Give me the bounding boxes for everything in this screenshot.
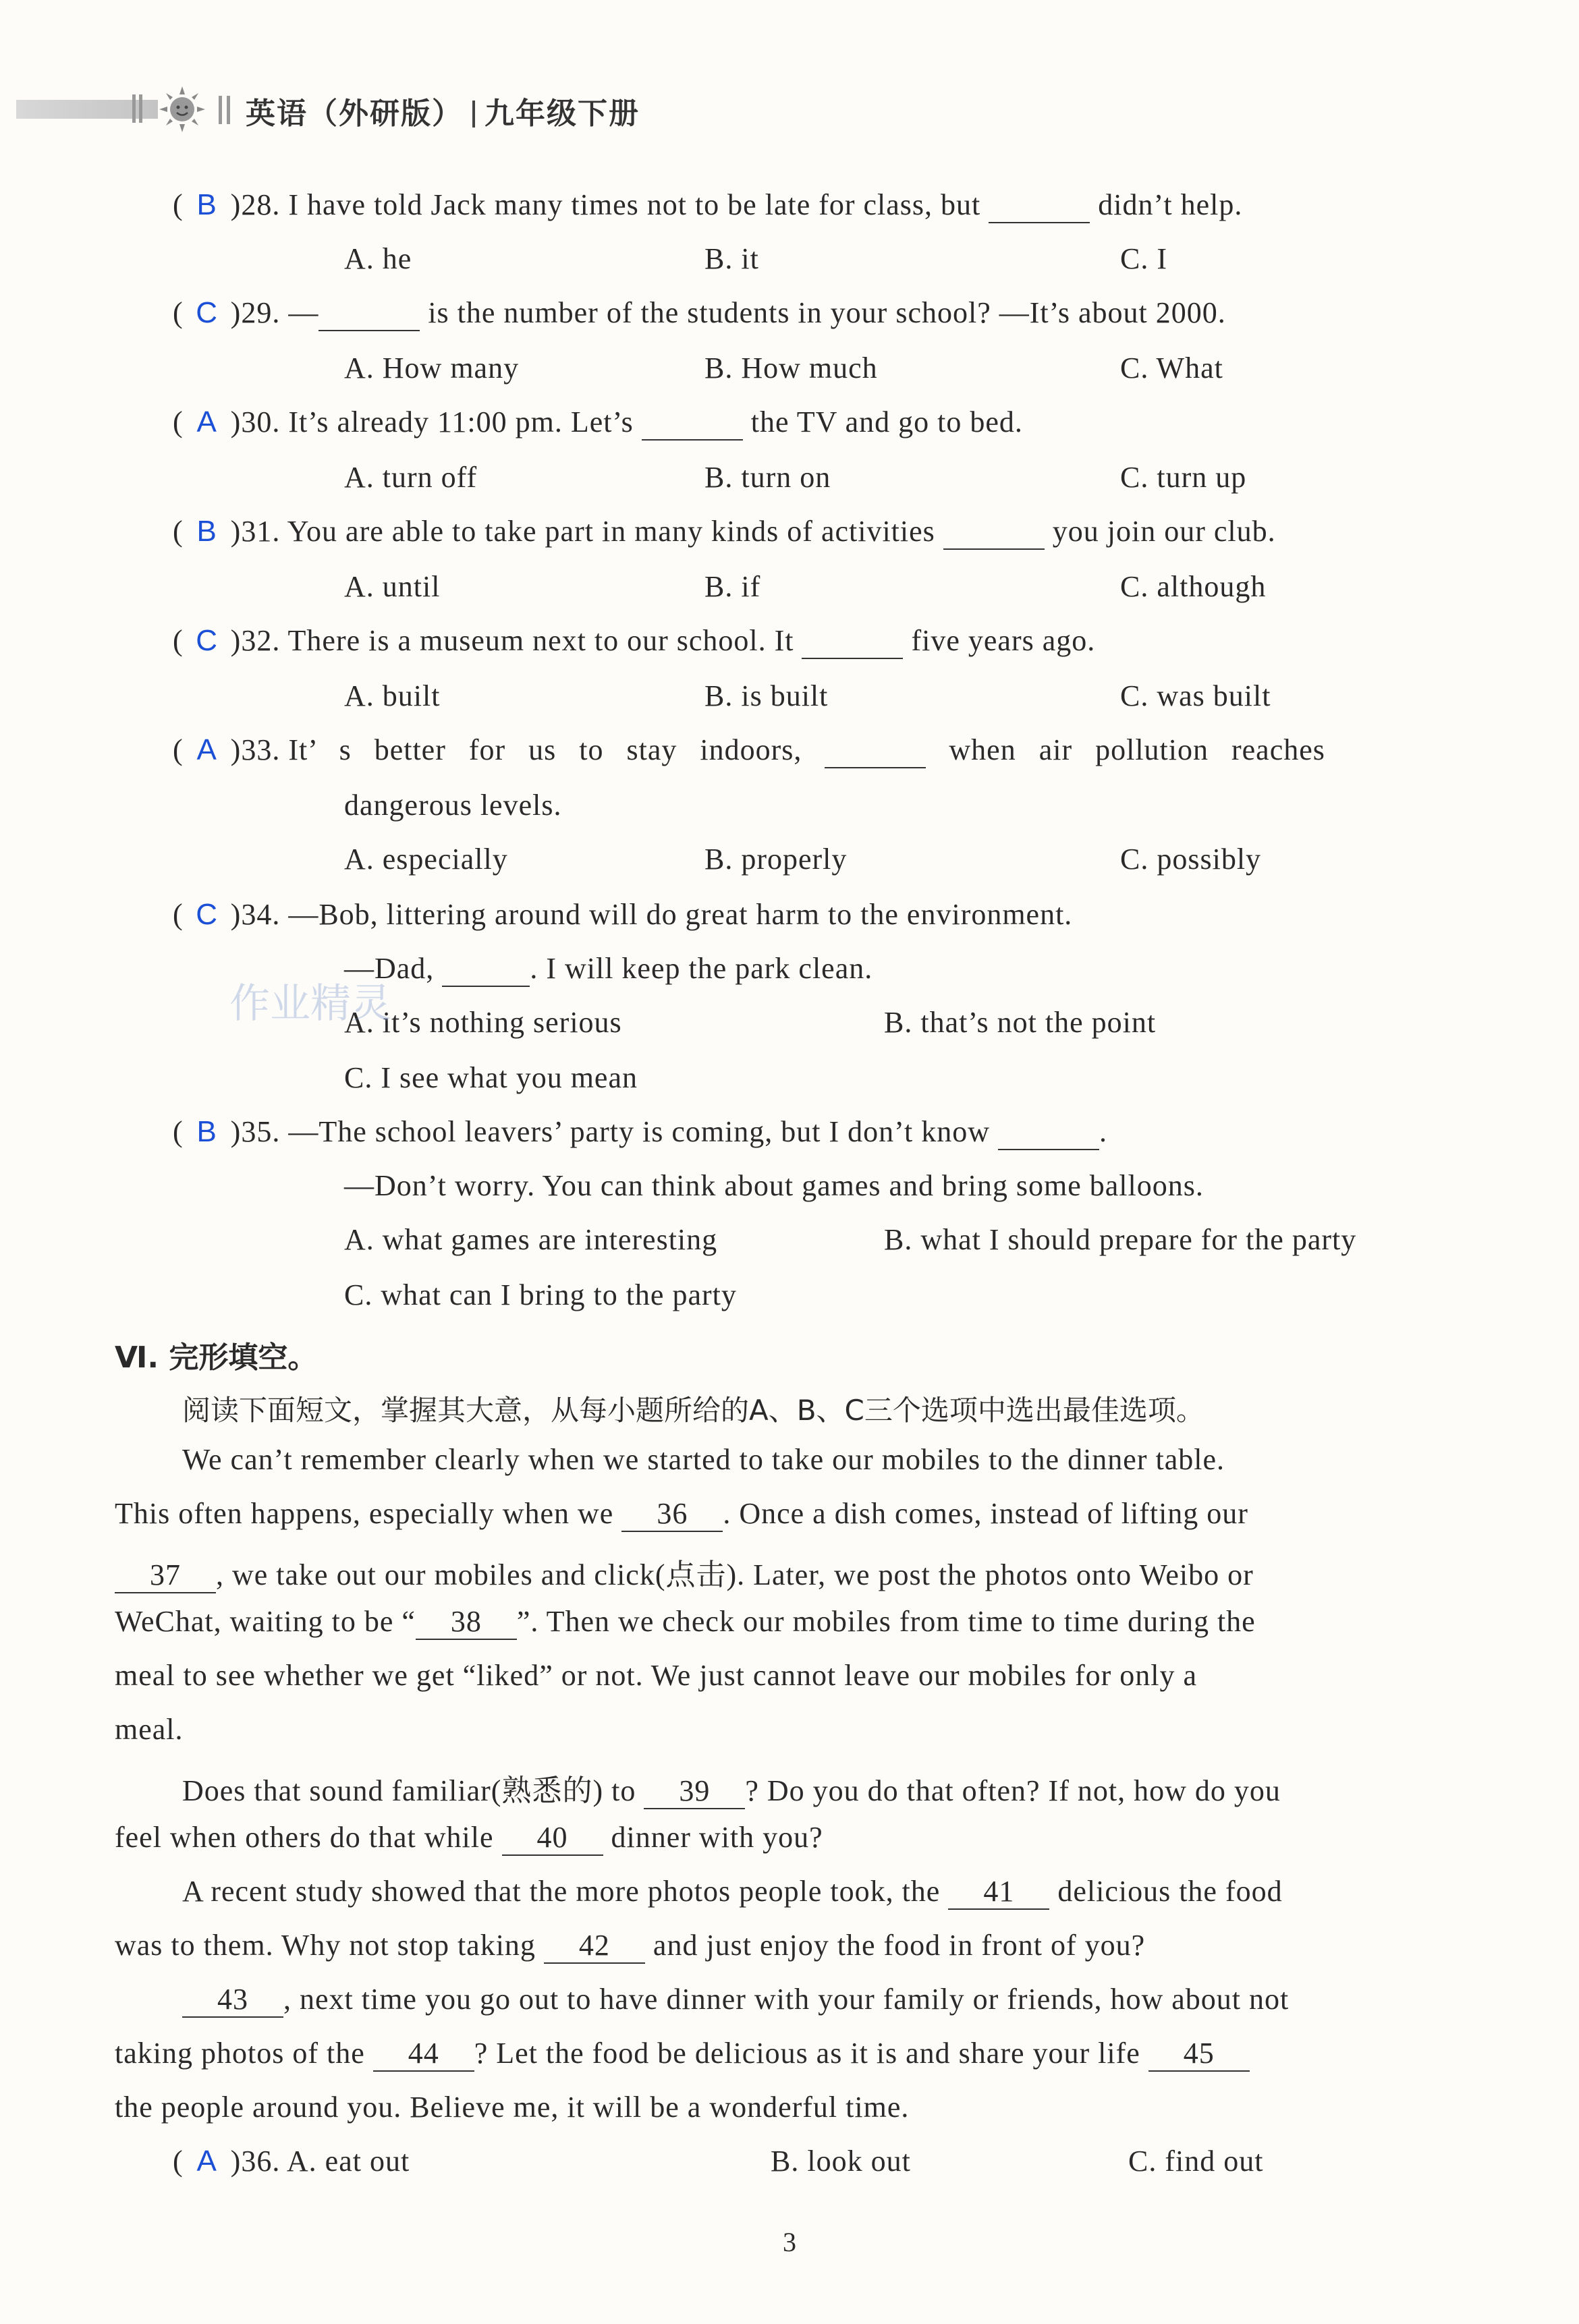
question-number: 32. <box>241 624 281 657</box>
question-number: 33. <box>241 733 281 766</box>
question-stem: It’ s better for us to stay indoors, <box>288 733 825 766</box>
passage-text: , we take out our mobiles and click(点击). Later, we post the photos onto Weibo or <box>216 1558 1254 1591</box>
header-stripes <box>132 94 146 126</box>
option-a: A. until <box>344 570 441 603</box>
question-stem: . <box>1099 1115 1108 1148</box>
answer-28: B <box>196 188 217 221</box>
passage-line <box>115 1928 1145 1964</box>
option-a: A. especially <box>344 843 508 876</box>
passage-text: ? Do you do that often? If not, how do you <box>745 1774 1281 1807</box>
passage-text: ? Let the food be delicious as it is and share your life <box>474 2037 1148 2070</box>
answer-blank <box>989 188 1090 223</box>
question-number: 31. <box>241 515 281 548</box>
question-stem-cont: dangerous levels. <box>344 789 562 822</box>
grade-label: 九年级下册 <box>484 96 640 131</box>
answer-blank <box>642 405 743 441</box>
subject-label: 英语（外研版） <box>246 96 463 131</box>
question-stem-cont <box>344 951 872 987</box>
question-29: ( C )29. — is the number of the students in your school? —It’s about 2000. <box>173 295 1226 331</box>
question-33: ( A )33. It’ s better for us to stay indoors, when air pollution reaches <box>173 733 1509 768</box>
answer-30: A <box>196 405 217 438</box>
question-stem: the TV and go to bed. <box>742 405 1023 438</box>
option-b: B. if <box>704 570 761 603</box>
question-36: ( A )36. A. eat out <box>173 2145 410 2178</box>
page-header <box>16 80 826 140</box>
passage-line <box>115 1604 1256 1640</box>
passage-line: the people around you. Believe me, it will be a wonderful time. <box>115 2091 910 2124</box>
passage-line <box>115 1496 1248 1532</box>
option-b: B. it <box>704 242 759 275</box>
watermark-text: 作业精灵 <box>229 980 391 1027</box>
question-number: 36. <box>241 2145 281 2178</box>
passage-line <box>115 1820 823 1856</box>
section-instruction: 阅读下面短文，掌握其大意，从每小题所给的A、B、C三个选项中选出最佳选项。 <box>182 1394 1204 1427</box>
watermark-logo <box>229 971 391 1029</box>
question-stem: you join our club. <box>1044 515 1276 548</box>
passage-text: , next time you go out to have dinner with your family or friends, how about not <box>283 1983 1290 2016</box>
blank-45: 45 <box>1148 2036 1250 2072</box>
option-a: A. what games are interesting <box>344 1223 718 1256</box>
option-b: B. is built <box>704 679 829 712</box>
option-a: A. eat out <box>286 2145 410 2178</box>
question-number: 34. <box>241 898 281 931</box>
passage-text: was to them. Why not stop taking <box>115 1929 544 1962</box>
passage-line: meal. <box>115 1713 184 1746</box>
option-c: C. I see what you mean <box>344 1061 638 1094</box>
passage-text: dinner with you? <box>603 1821 823 1854</box>
blank-38: 38 <box>416 1604 517 1640</box>
page-title <box>246 89 640 132</box>
option-c: C. I <box>1120 242 1167 275</box>
passage-text: A recent study showed that the more photos people took, the <box>182 1875 949 1908</box>
dialogue-line: —Dad, <box>344 952 443 985</box>
option-a: A. How many <box>344 351 520 385</box>
question-stem: didn’t help. <box>1090 188 1243 221</box>
answer-29: C <box>196 296 219 329</box>
question-31: ( B )31. You are able to take part in many kinds of activities you join our club. <box>173 514 1276 550</box>
question-number: 29. <box>241 296 281 329</box>
question-stem: is the number of the students in your school? —It’s about 2000. <box>420 296 1226 329</box>
option-b: B. turn on <box>704 461 831 494</box>
blank-42: 42 <box>544 1928 645 1964</box>
option-c: C. What <box>1120 351 1223 385</box>
option-c: C. find out <box>1128 2145 1264 2178</box>
answer-blank <box>825 733 926 768</box>
answer-33: A <box>196 733 217 766</box>
option-b: B. How much <box>704 351 878 385</box>
question-stem: I have told Jack many times not to be late for class, but <box>288 188 989 221</box>
blank-41: 41 <box>948 1874 1049 1910</box>
question-35: ( B )35. —The school leavers’ party is coming, but I don’t know . <box>173 1114 1107 1150</box>
question-stem: There is a museum next to our school. It <box>287 624 802 657</box>
passage-line <box>115 1550 1254 1593</box>
passage-text: ”. Then we check our mobiles from time to time during the <box>516 1605 1256 1638</box>
answer-35: B <box>196 1115 217 1148</box>
question-stem: —Bob, littering around will do great harm to the environment. <box>288 898 1073 931</box>
option-b: B. what I should prepare for the party <box>884 1223 1357 1256</box>
option-b: B. look out <box>771 2145 911 2178</box>
passage-text: delicious the food <box>1049 1875 1283 1908</box>
blank-43: 43 <box>182 1982 283 2018</box>
option-b: B. that’s not the point <box>884 1006 1157 1039</box>
option-c: C. was built <box>1120 679 1271 712</box>
answer-32: C <box>196 624 219 657</box>
header-separator <box>227 96 230 124</box>
blank-40: 40 <box>502 1820 603 1856</box>
answer-blank <box>442 951 530 987</box>
option-c: C. what can I bring to the party <box>344 1278 737 1311</box>
passage-text: taking photos of the <box>115 2037 373 2070</box>
blank-44: 44 <box>373 2036 474 2072</box>
passage-text: WeChat, waiting to be “ <box>115 1605 416 1638</box>
question-stem-cont: —Don’t worry. You can think about games and bring some balloons. <box>344 1169 1204 1202</box>
passage-text: This often happens, especially when we <box>115 1497 622 1530</box>
question-stem: You are able to take part in many kinds of activities <box>287 515 943 548</box>
passage-line <box>182 1982 1289 2018</box>
question-number: 35. <box>241 1115 281 1148</box>
question-34: ( C )34. —Bob, littering around will do great harm to the environment. <box>173 898 1073 931</box>
answer-36: A <box>196 2145 217 2178</box>
blank-39: 39 <box>644 1774 745 1809</box>
header-separator <box>219 96 222 124</box>
passage-line <box>115 2036 1250 2072</box>
answer-34: C <box>196 898 219 931</box>
answer-blank <box>802 623 903 659</box>
answer-blank <box>943 514 1045 550</box>
question-number: 28. <box>241 188 281 221</box>
passage-line: meal to see whether we get “liked” or not. We just cannot leave our mobiles for only a <box>115 1659 1198 1692</box>
answer-blank <box>998 1114 1099 1150</box>
question-stem: It’s already 11:00 pm. Let’s <box>288 405 642 438</box>
answer-31: B <box>196 515 217 548</box>
blank-37: 37 <box>115 1558 216 1593</box>
option-c: C. possibly <box>1120 843 1262 876</box>
option-b: B. properly <box>704 843 848 876</box>
passage-text: Does that sound familiar(熟悉的) to <box>182 1774 644 1807</box>
option-a: A. it’s nothing serious <box>344 1006 622 1039</box>
option-c: C. although <box>1120 570 1267 603</box>
option-a: A. turn off <box>344 461 478 494</box>
option-c: C. turn up <box>1120 461 1247 494</box>
passage-text: feel when others do that while <box>115 1821 502 1854</box>
question-stem: five years ago. <box>903 624 1096 657</box>
dialogue-line: . I will keep the park clean. <box>530 952 873 985</box>
question-stem: — <box>288 296 319 329</box>
question-stem: when air pollution reaches <box>926 733 1325 766</box>
blank-36: 36 <box>621 1496 723 1532</box>
answer-blank <box>318 295 420 331</box>
passage-line <box>182 1766 1281 1809</box>
sun-icon <box>158 85 206 134</box>
question-number: 30. <box>241 405 281 438</box>
page-number: 3 <box>783 2227 796 2257</box>
passage-text: . Once a dish comes, instead of lifting our <box>723 1497 1248 1530</box>
question-32: ( C )32. There is a museum next to our school. It five years ago. <box>173 623 1095 659</box>
question-stem: —The school leavers’ party is coming, but I don’t know <box>288 1115 999 1148</box>
option-a: A. he <box>344 242 412 275</box>
question-30: ( A )30. It’s already 11:00 pm. Let’s the TV and go to bed. <box>173 405 1023 441</box>
question-28: ( B )28. I have told Jack many times not to be late for class, but didn’t help. <box>173 188 1242 223</box>
passage-line: We can’t remember clearly when we started to take our mobiles to the dinner table. <box>182 1443 1225 1476</box>
passage-text: and just enjoy the food in front of you? <box>644 1929 1146 1962</box>
passage-line <box>182 1874 1283 1910</box>
option-a: A. built <box>344 679 441 712</box>
section-title: Ⅵ. 完形填空。 <box>115 1340 318 1375</box>
